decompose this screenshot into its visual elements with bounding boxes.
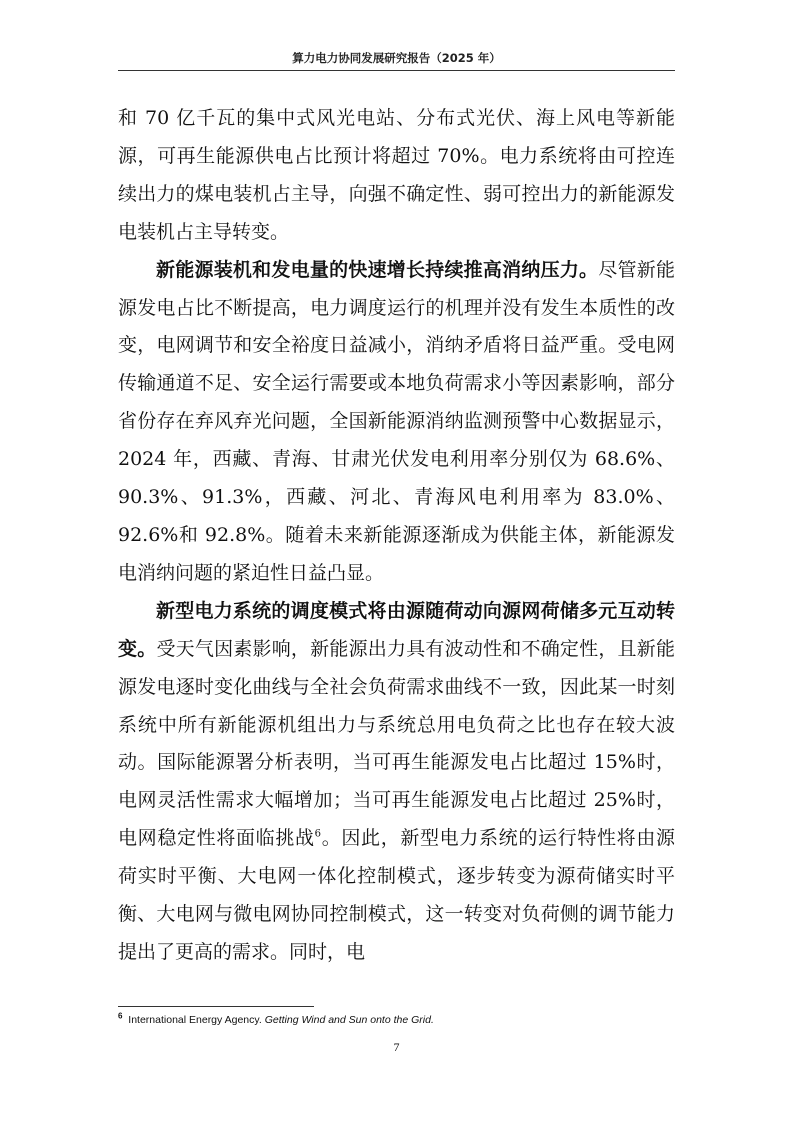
paragraph-lead: 新能源装机和发电量的快速增长持续推高消纳压力。 — [156, 258, 599, 281]
paragraph-body: 尽管新能源发电占比不断提高，电力调度运行的机理并没有发生本质性的改变，电网调节和安全裕度日益减小，消纳矛盾将日益严重。受电网传输通道不足、安全运行需要或本地负荷需求小等因素影响，部分省份存在弃风弃光问题，全国新能源消纳监测预警中心数据显示，2024 年，西藏、青海、甘肃光伏发电利用率分别仅为 68.6%、90.3%、91.3%，西藏、河北、青海风电利用率为 83.0%、92.6%和 92.8%。随着未来新能源逐渐成为供能主体，新能源发电消纳问题的紧迫性日益凸显。 — [118, 258, 675, 584]
body-text — [118, 100, 675, 972]
paragraph-lead: 新型电力系统的调度模式将由源随荷动向源网荷储多元互动转变。 — [118, 599, 675, 660]
paragraph-body-continued: 。因此，新型电力系统的运行特性将由源荷实时平衡、大电网一体化控制模式，逐步转变为源荷储实时平衡、大电网与微电网协同控制模式，这一转变对负荷侧的调节能力提出了更高的需求。同时，电 — [118, 827, 675, 963]
paragraph-consumption-pressure — [118, 252, 675, 593]
header-rule — [118, 70, 675, 71]
footnote-title: Getting Wind and Sun onto the Grid. — [264, 1014, 434, 1026]
paragraph-continuation: 和 70 亿千瓦的集中式风光电站、分布式光伏、海上风电等新能源，可再生能源供电占比预计将超过 70%。电力系统将由可控连续出力的煤电装机占主导，向强不确定性、弱可控出力的新能源发电装机占主导转变。 — [118, 107, 675, 243]
footnote-rule — [118, 1006, 314, 1007]
page-number: 7 — [393, 1040, 400, 1054]
footnote-number: 6 — [118, 1011, 123, 1021]
paragraph-dispatch-mode — [118, 593, 675, 972]
footnote-reference[interactable]: 6 — [314, 828, 322, 840]
paragraph-body: 受天气因素影响，新能源出力具有波动性和不确定性，且新能源发电逐时变化曲线与全社会负荷需求曲线不一致，因此某一时刻系统中所有新能源机组出力与系统总用电负荷之比也存在较大波动。国际能源署分析表明，当可再生能源发电占比超过 15%时，电网灵活性需求大幅增加；当可再生能源发电占比超过 25%时，电网稳定性将面临挑战 — [118, 637, 675, 850]
footnote-author: International Energy Agency. — [128, 1014, 262, 1026]
footnote — [118, 1011, 675, 1026]
running-header: 算力电力协同发展研究报告（2025 年） — [292, 51, 501, 65]
